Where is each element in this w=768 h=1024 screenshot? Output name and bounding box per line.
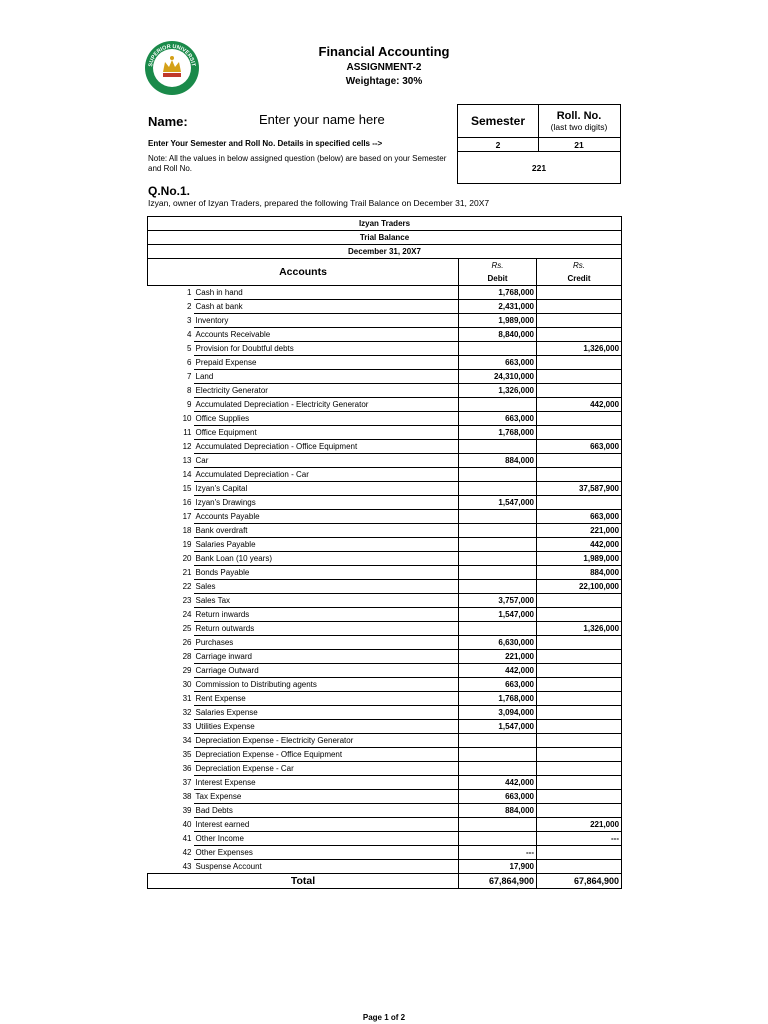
account-name: Carriage inward (194, 650, 459, 664)
debit-amount: 663,000 (459, 790, 537, 804)
credit-amount (537, 412, 622, 426)
credit-amount (537, 356, 622, 370)
credit-amount (537, 384, 622, 398)
account-name: Accounts Payable (194, 510, 459, 524)
row-number: 15 (182, 484, 192, 493)
svg-text:SUPERIOR UNIVERSITY LAHORE: SUPERIOR UNIVERSIT (147, 43, 196, 68)
table-row (148, 300, 622, 314)
debit-amount: 663,000 (459, 678, 537, 692)
account-name: Office Supplies (194, 412, 459, 426)
credit-amount (537, 300, 622, 314)
account-name: Other Expenses (194, 846, 459, 860)
credit-amount: 221,000 (537, 524, 622, 538)
account-name: Cash at bank (194, 300, 459, 314)
row-number: 21 (182, 568, 192, 577)
debit-amount (459, 342, 537, 356)
row-number: 38 (182, 792, 192, 801)
table-row (148, 846, 622, 860)
account-name: Cash in hand (194, 286, 459, 300)
table-row (148, 580, 622, 594)
row-number: 7 (187, 372, 192, 381)
table-row (148, 776, 622, 790)
credit-amount: 1,326,000 (537, 342, 622, 356)
rollno-input[interactable]: 21 (538, 137, 621, 152)
table-row (148, 734, 622, 748)
credit-amount (537, 426, 622, 440)
table-row (148, 328, 622, 342)
table-row (148, 496, 622, 510)
account-name: Commission to Distributing agents (194, 678, 459, 692)
credit-amount (537, 790, 622, 804)
row-number: 43 (182, 861, 192, 871)
table-row (148, 860, 622, 874)
table-row (148, 720, 622, 734)
name-label: Name: (148, 114, 188, 129)
table-row (148, 454, 622, 468)
total-credit: 67,864,900 (537, 874, 622, 889)
company-name: Izyan Traders (148, 217, 622, 231)
table-row (148, 510, 622, 524)
statement-date: December 31, 20X7 (148, 245, 622, 259)
debit-amount: 1,547,000 (459, 496, 537, 510)
account-name: Electricity Generator (194, 384, 459, 398)
account-name: Office Equipment (194, 426, 459, 440)
combined-code: 221 (457, 151, 621, 184)
account-name: Depreciation Expense - Office Equipment (194, 748, 459, 762)
row-number: 17 (182, 512, 192, 521)
debit-amount: 24,310,000 (459, 370, 537, 384)
account-name: Accumulated Depreciation - Car (194, 468, 459, 482)
account-name: Sales (194, 580, 459, 594)
account-name: Inventory (194, 314, 459, 328)
debit-amount: 2,431,000 (459, 300, 537, 314)
debit-amount (459, 748, 537, 762)
credit-amount (537, 706, 622, 720)
rollno-label: Roll. No. (556, 110, 602, 122)
credit-amount (537, 636, 622, 650)
row-number: 5 (187, 344, 192, 353)
debit-amount: 8,840,000 (459, 328, 537, 342)
table-row (148, 664, 622, 678)
credit-amount: 22,100,000 (537, 580, 622, 594)
table-row (148, 636, 622, 650)
table-row (148, 440, 622, 454)
row-number: 8 (187, 386, 192, 395)
credit-amount (537, 286, 622, 300)
credit-amount: 221,000 (537, 818, 622, 832)
row-number: 2 (187, 302, 192, 311)
total-label: Total (148, 874, 459, 889)
account-name: Interest earned (194, 818, 459, 832)
debit-amount: 1,989,000 (459, 314, 537, 328)
credit-amount: 37,587,900 (537, 482, 622, 496)
row-number: 22 (182, 582, 192, 591)
name-field[interactable]: Enter your name here (259, 112, 385, 127)
table-row (148, 552, 622, 566)
credit-amount: 663,000 (537, 440, 622, 454)
credit-amount (537, 776, 622, 790)
credit-amount: 1,326,000 (537, 622, 622, 636)
accounts-header: Accounts (148, 259, 459, 286)
account-name: Depreciation Expense - Car (194, 762, 459, 776)
debit-amount: 884,000 (459, 804, 537, 818)
credit-amount (537, 748, 622, 762)
account-name: Salaries Payable (194, 538, 459, 552)
credit-amount: 663,000 (537, 510, 622, 524)
row-number: 10 (182, 414, 192, 423)
table-row (148, 804, 622, 818)
debit-amount: 1,547,000 (459, 720, 537, 734)
table-row (148, 748, 622, 762)
credit-amount: 1,989,000 (537, 552, 622, 566)
weightage: Weightage: 30% (345, 76, 423, 87)
table-row (148, 622, 622, 636)
debit-amount: 1,768,000 (459, 286, 537, 300)
table-row (148, 412, 622, 426)
debit-amount: 3,094,000 (459, 706, 537, 720)
credit-amount (537, 594, 622, 608)
row-number: 31 (182, 694, 192, 703)
debit-amount: 1,768,000 (459, 426, 537, 440)
account-name: Accumulated Depreciation - Electricity Generator (194, 398, 459, 412)
account-name: Sales Tax (194, 594, 459, 608)
account-name: Izyan's Drawings (194, 496, 459, 510)
credit-amount (537, 468, 622, 482)
table-row (148, 650, 622, 664)
table-row (148, 790, 622, 804)
row-number: 6 (187, 358, 192, 367)
debit-amount (459, 398, 537, 412)
debit-amount: 442,000 (459, 664, 537, 678)
account-name: Depreciation Expense - Electricity Generator (194, 734, 459, 748)
row-number: 12 (182, 442, 192, 451)
trial-balance (147, 216, 621, 889)
credit-amount: 442,000 (537, 538, 622, 552)
account-name: Suspense Account (194, 860, 459, 874)
credit-amount: 884,000 (537, 566, 622, 580)
table-row (148, 692, 622, 706)
debit-amount (459, 510, 537, 524)
account-name: Accumulated Depreciation - Office Equipment (194, 440, 459, 454)
table-row (148, 398, 622, 412)
row-number: 19 (182, 540, 192, 549)
credit-amount (537, 720, 622, 734)
credit-amount: --- (537, 832, 622, 846)
question-text: Izyan, owner of Izyan Traders, prepared the following Trail Balance on December 31, 20X7 (148, 198, 490, 208)
row-number: 33 (182, 722, 192, 731)
credit-amount (537, 496, 622, 510)
row-number: 24 (182, 610, 192, 619)
rollno-header (538, 104, 621, 138)
assignment-title: ASSIGNMENT-2 (346, 62, 422, 73)
credit-amount (537, 650, 622, 664)
credit-amount (537, 734, 622, 748)
table-row (148, 342, 622, 356)
credit-amount (537, 804, 622, 818)
debit-amount (459, 734, 537, 748)
debit-amount (459, 482, 537, 496)
credit-header: Credit (537, 272, 622, 286)
debit-amount (459, 832, 537, 846)
debit-amount: 1,547,000 (459, 608, 537, 622)
row-number: 42 (182, 848, 192, 857)
credit-amount: 442,000 (537, 398, 622, 412)
row-number: 18 (182, 526, 192, 535)
debit-amount (459, 818, 537, 832)
debit-amount: 1,326,000 (459, 384, 537, 398)
account-name: Carriage Outward (194, 664, 459, 678)
account-name: Bonds Payable (194, 566, 459, 580)
table-row (148, 468, 622, 482)
table-row (148, 370, 622, 384)
page-number: Page 1 of 2 (362, 1013, 406, 1022)
credit-amount (537, 860, 622, 874)
row-number: 36 (182, 764, 192, 773)
account-name: Izyan's Capital (194, 482, 459, 496)
table-row (148, 706, 622, 720)
table-row (148, 356, 622, 370)
rollno-sub: (last two digits) (550, 122, 608, 132)
debit-amount: 663,000 (459, 356, 537, 370)
row-number: 20 (182, 554, 192, 563)
debit-amount (459, 622, 537, 636)
account-name: Return outwards (194, 622, 459, 636)
account-name: Bank overdraft (194, 524, 459, 538)
row-number: 39 (182, 806, 192, 815)
instruction-note: Note: All the values in below assigned question (below) are based on your Semester and Roll No. (148, 154, 447, 173)
debit-amount (459, 538, 537, 552)
row-number: 25 (182, 624, 192, 633)
row-number: 4 (187, 330, 192, 339)
table-row (148, 314, 622, 328)
semester-header: Semester (457, 104, 539, 138)
table-row (148, 286, 622, 300)
debit-amount (459, 524, 537, 538)
question-heading: Q.No.1. (148, 184, 191, 198)
instruction-line: Enter Your Semester and Roll No. Details in specified cells --> (148, 139, 383, 148)
credit-amount (537, 328, 622, 342)
credit-amount (537, 454, 622, 468)
row-number: 32 (182, 708, 192, 717)
row-number: 41 (182, 834, 192, 843)
table-row (148, 524, 622, 538)
row-number: 40 (182, 820, 192, 829)
debit-amount (459, 762, 537, 776)
debit-amount: 17,900 (459, 860, 537, 874)
credit-amount (537, 846, 622, 860)
debit-amount (459, 580, 537, 594)
debit-currency: Rs. (459, 259, 537, 273)
account-name: Land (194, 370, 459, 384)
debit-amount: 6,630,000 (459, 636, 537, 650)
row-number: 23 (182, 596, 192, 605)
credit-amount (537, 678, 622, 692)
account-name: Salaries Expense (194, 706, 459, 720)
table-row (148, 678, 622, 692)
debit-amount: 3,757,000 (459, 594, 537, 608)
debit-amount (459, 552, 537, 566)
account-name: Accounts Receivable (194, 328, 459, 342)
table-row (148, 538, 622, 552)
debit-amount (459, 440, 537, 454)
account-name: Rent Expense (194, 692, 459, 706)
account-name: Purchases (194, 636, 459, 650)
table-row (148, 594, 622, 608)
course-title: Financial Accounting (318, 44, 450, 59)
account-name: Provision for Doubtful debts (194, 342, 459, 356)
account-name: Bad Debts (194, 804, 459, 818)
statement-name: Trial Balance (148, 231, 622, 245)
table-row (148, 566, 622, 580)
row-number: 16 (182, 498, 192, 507)
debit-amount: 442,000 (459, 776, 537, 790)
debit-header: Debit (459, 272, 537, 286)
row-number: 26 (182, 638, 192, 647)
credit-amount (537, 692, 622, 706)
row-number: 35 (182, 750, 192, 759)
row-number: 14 (182, 470, 192, 479)
row-number: 3 (187, 316, 192, 325)
row-number: 1 (187, 288, 192, 298)
debit-amount: 884,000 (459, 454, 537, 468)
account-name: Car (194, 454, 459, 468)
table-row (148, 762, 622, 776)
table-row (148, 608, 622, 622)
account-name: Interest Expense (194, 776, 459, 790)
credit-amount (537, 314, 622, 328)
account-name: Other Income (194, 832, 459, 846)
credit-amount (537, 664, 622, 678)
row-number: 9 (187, 400, 192, 409)
credit-amount (537, 608, 622, 622)
table-row (148, 426, 622, 440)
credit-amount (537, 370, 622, 384)
table-row (148, 384, 622, 398)
row-number: 34 (182, 736, 192, 745)
debit-amount: 1,768,000 (459, 692, 537, 706)
account-name: Utilities Expense (194, 720, 459, 734)
debit-amount: 221,000 (459, 650, 537, 664)
row-number: 30 (182, 680, 192, 689)
debit-amount (459, 468, 537, 482)
account-name: Prepaid Expense (194, 356, 459, 370)
row-number: 11 (183, 428, 192, 437)
table-row (148, 482, 622, 496)
account-name: Tax Expense (194, 790, 459, 804)
debit-amount: --- (459, 846, 537, 860)
total-debit: 67,864,900 (459, 874, 537, 889)
account-name: Bank Loan (10 years) (194, 552, 459, 566)
row-number: 28 (182, 652, 192, 661)
table-row (148, 818, 622, 832)
credit-amount (537, 762, 622, 776)
credit-currency: Rs. (537, 259, 622, 273)
row-number: 29 (182, 666, 192, 675)
row-number: 37 (182, 778, 192, 787)
table-row (148, 832, 622, 846)
row-number: 13 (182, 456, 192, 465)
account-name: Return inwards (194, 608, 459, 622)
debit-amount: 663,000 (459, 412, 537, 426)
debit-amount (459, 566, 537, 580)
semester-input[interactable]: 2 (457, 137, 539, 152)
